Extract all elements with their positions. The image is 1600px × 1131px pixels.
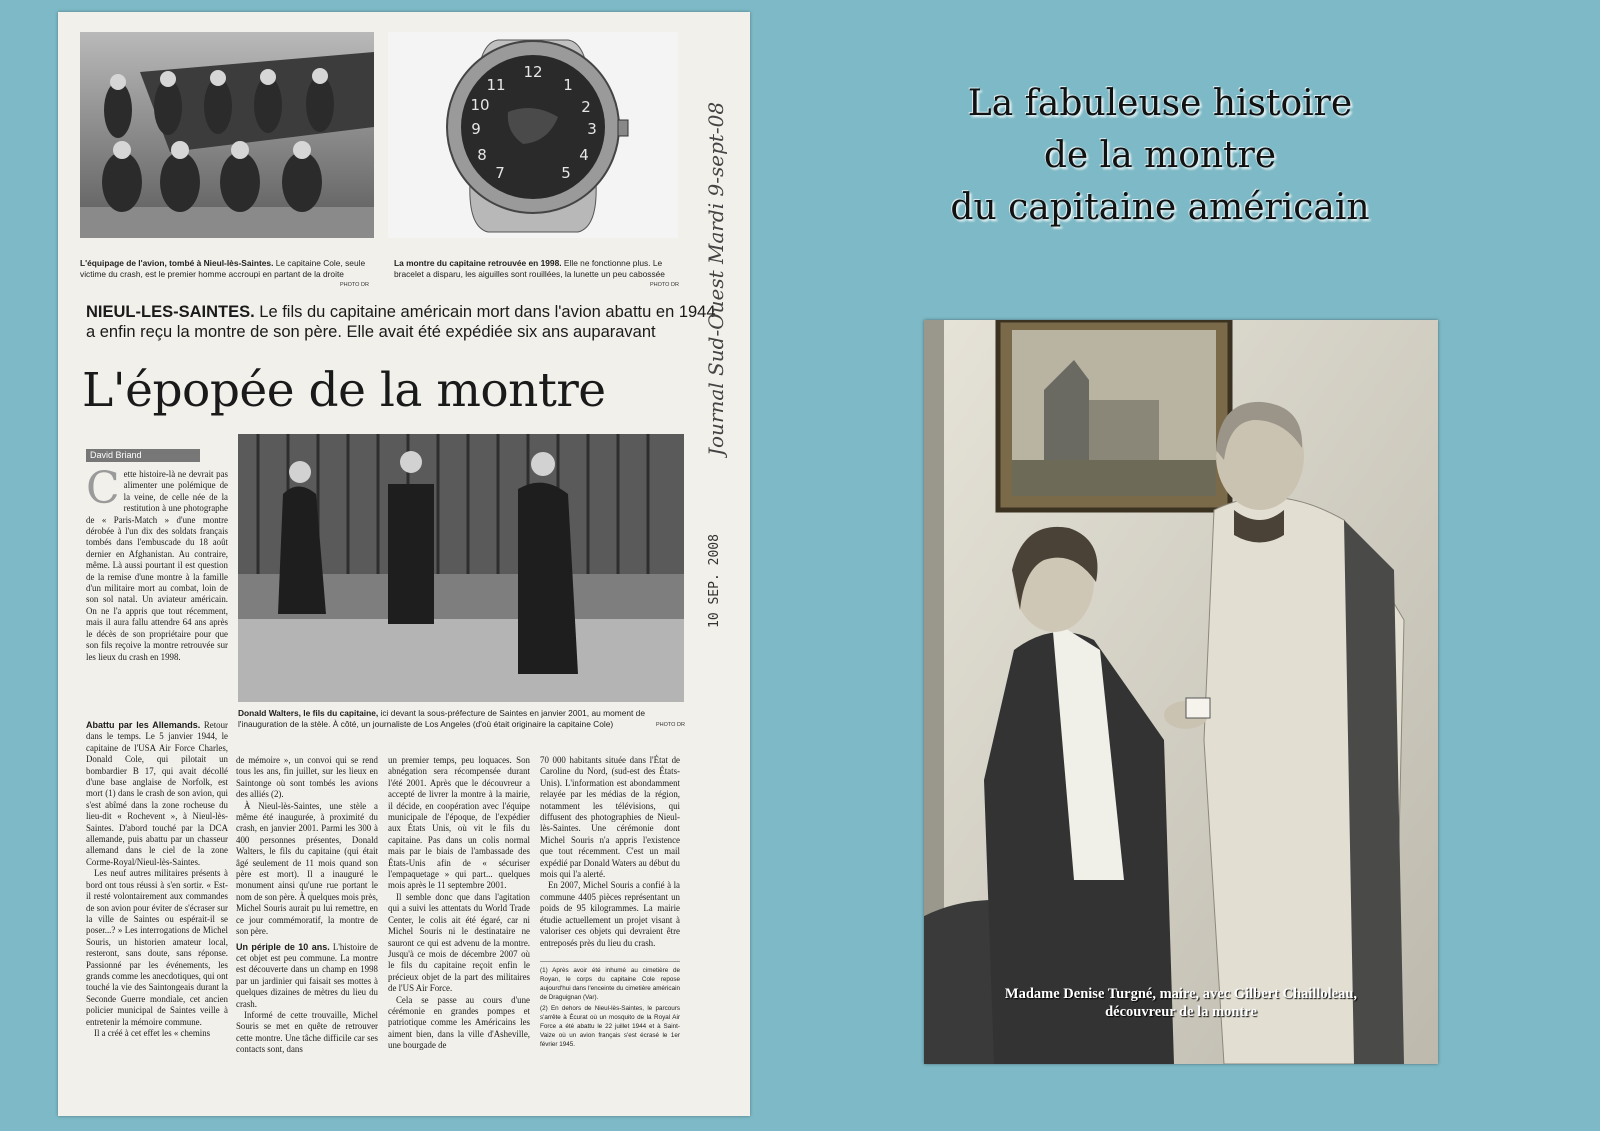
footnote-1: (1) Après avoir été inhumé au cimetière de Royan, le corps du capitaine Cole repose aujourd'hui dans l'enceinte du cimetière américain de Draguignan (Var). — [540, 966, 680, 1001]
svg-text:9: 9 — [471, 120, 481, 138]
subheading-abattu: Abattu par les Allemands. — [86, 720, 201, 730]
title-line-2: de la montre — [1043, 135, 1277, 176]
drop-cap: C — [86, 463, 120, 514]
ceremony-photo-image — [924, 320, 1438, 1064]
article-byline: David Briand — [86, 449, 200, 462]
paragraph: En 2007, Michel Souris a confié à la commune 4405 pièces représentant un poids de 95 kilogrammes. La mairie étudie actuellement un projet visant à valoriser ces objets qui devraient être entreposés près du lieu du crash. — [540, 880, 680, 948]
page-title — [880, 78, 1440, 234]
subheading-periple: Un périple de 10 ans. — [236, 941, 330, 952]
paragraph: Les neuf autres militaires présents à bord ont tous réussi à s'en sortir. « Est-il resté volontairement aux commandes de son avion pour éviter de s'écraser sur la ville de Saintes ou espérait-il se poser...? » Les interrogations de Michel Souris, un historien amateur local, resteront, sans doute, sans réponse. Passionné par les événements, les grands comme les anecdotiques, qui ont touché la vie des Saintongeais durant la Seconde Guerre mondiale, cet ancien policier municipal de Saintes veille à entretenir la mémoire commune. — [86, 868, 228, 1027]
article-column-2: de mémoire », un convoi qui se rend tous les ans, fin juillet, sur les lieux en Saintonge où sont tombés les avions des alliés (2). À Nieul-lès-Saintes, une stèle a même été inaugurée, à proximité du crash, en janvier 2001. Parmi les 300 à 400 personnes présentes, Donald Walters, le fils du capitaine (qui était âgé seulement de 11 mois quand son père est mort). Il a inauguré le monument ainsi qu'une rue portant le nom de son père. À quelques mois près, Michel Souris aurait pu lui remettre, en ce jour commémoratif, la montre de son père. Un périple de 10 ans. L'histoire de cet objet est peu commune. La montre est découverte dans un champ en 1998 par un jardinier qui faisait ses mottes à quelques dizaines de mètres du lieu du crash. Informé de cette trouvaille, Michel Souris se met en quête de retrouver cette montre. Une tâche difficile car ses contacts sont, dans — [236, 755, 378, 1055]
street-photo — [238, 434, 684, 702]
newspaper-clipping — [58, 12, 750, 1116]
footnotes — [540, 961, 680, 1049]
caption-line-1: Madame Denise Turgné, maire, avec Gilbert Chailloleau, — [1004, 986, 1358, 1002]
watch-photo-credit: PHOTO DR — [650, 282, 679, 288]
article-column-1-continued: Abattu par les Allemands. Retour dans le temps. Le 5 janvier 1944, le capitaine de l'USA Air Force Charles, Donald Cole, qui pilotait un bombardier B 17, qui avait décollé d'une base anglaise de Norfolk, est mort (1) dans le crash de son avion, qui s'est abîmé dans la zone rocheuse du lieu-dit « Rochevent », à Nieul-lès-Saintes. D'abord touché par la DCA allemande, puis abattu par un chasseur allemand dans le ciel de la zone Corme-Royal/Nieul-lès-Saintes. Les neuf autres militaires présents à bord ont tous réussi à s'en sortir. « Est-il resté volontairement aux commandes de son avion pour éviter de s'écraser sur la ville de Saintes ou espérait-il se poser...? » Les interrogations de Michel Souris, un historien amateur local, resteront, sans doute, sans réponse. Passionné par les événements, les grands comme les anecdotiques, qui ont touché la vie des Saintongeais durant la Seconde Guerre mondiale, cet ancien policier municipal de Saintes veille à entretenir la mémoire commune. Il a créé à cet effet les « chemins — [86, 720, 228, 1038]
paragraph: de mémoire », un convoi qui se rend tous les ans, fin juillet, sur les lieux en Saintonge où sont tombés les avions des alliés (2). — [236, 755, 378, 800]
svg-text:10: 10 — [470, 96, 490, 114]
article-column-4 — [540, 755, 680, 1051]
paragraph: un premier temps, peu loquaces. Son abnégation sera récompensée durant l'été 2001. Après que le découvreur a accepté de livrer la montre à la mairie, il décide, en coopération avec l'équipe municipale de l'époque, de l'expédier aux États Unis, où vit le fils du capitaine. Pas dans un colis normal mais par le biais de l'ambassade des États-Unis afin de « sécuriser l'empaquetage » qui part... quelques mois après le 11 septembre 2001. — [388, 755, 530, 891]
svg-text:5: 5 — [561, 164, 571, 182]
crew-photo-credit: PHOTO DR — [340, 282, 369, 288]
handwritten-note — [691, 28, 743, 458]
date-stamp — [703, 520, 725, 630]
paragraph: Informé de cette trouvaille, Michel Souris se met en quête de retrouver cette montre. Une tâche difficile car ses contacts sont, dans — [236, 1009, 378, 1055]
paragraph: Il semble donc que dans l'agitation qui a suivi les attentats du World Trade Center, le colis ait été égaré, car ni Michel Souris ni le destinataire ne sauront ce qui est advenu de la montre. Jusqu'à ce mois de décembre 2007 où le fils du capitaine reçoit enfin le précieux objet de la part des militaires de l'US Air Force. — [388, 891, 530, 994]
svg-text:4: 4 — [579, 146, 589, 164]
street-photo-credit: PHOTO DR — [656, 722, 685, 728]
paragraph: À Nieul-lès-Saintes, une stèle a même été inaugurée, à proximité du crash, en janvier 2001. Parmi les 300 à 400 personnes présentes, Donald Walters, le fils du capitaine (qui était âgé seulement de 11 mois quand son père est mort). Il a inauguré le monument ainsi qu'une rue portant le nom de son père. À quelques mois près, Michel Souris aurait pu lui remettre, en ce jour commémoratif, la montre de son père. — [236, 800, 378, 937]
paragraph: 70 000 habitants située dans l'État de Caroline du Nord, (sud-est des États-Unis). L'information est abondamment relayée par les médias de la région, notamment les télévisions, qui diffusent des photographies de Nieul-lès-Saintes. Une cérémonie dont Michel Souris n'a appris l'existence que tout récemment. C'est un mail expédié par Donald Waters au début du mois qui l'a alerté. — [540, 755, 680, 880]
crew-photo — [80, 32, 374, 238]
street-photo-image — [238, 434, 684, 702]
crew-photo-image — [80, 32, 374, 238]
crew-photo-caption: L'équipage de l'avion, tombé à Nieul-lès-Saintes. Le capitaine Cole, seule victime du crash, est le premier homme accroupi en partant de la droite — [80, 258, 366, 279]
street-photo-caption: Donald Walters, le fils du capitaine, ici devant la sous-préfecture de Saintes en janvier 2001, au moment de l'inauguration de la stèle. À côté, un journaliste de Los Angeles (d'où était originaire la capitaine Cole) — [238, 708, 645, 729]
svg-text:11: 11 — [486, 76, 506, 94]
ceremony-photo — [924, 320, 1438, 1064]
ceremony-photo-caption — [924, 985, 1438, 1021]
title-line-3: du capitaine américain — [950, 187, 1370, 228]
article-column-3 — [388, 755, 530, 1052]
article-kicker: NIEUL-LES-SAINTES. Le fils du capitaine américain mort dans l'avion abattu en 1944 a enfin reçu la montre de son père. Elle avait été expédiée six ans auparavant — [86, 303, 716, 341]
watch-photo-caption: La montre du capitaine retrouvée en 1998. Elle ne fonctionne plus. Le bracelet a disparu, les aiguilles sont rouillées, la lunette un peu cabossée — [394, 258, 665, 279]
paragraph: Il a créé à cet effet les « chemins — [94, 1027, 211, 1038]
svg-text:7: 7 — [495, 164, 505, 182]
watch-image — [388, 32, 678, 238]
svg-text:2: 2 — [581, 98, 591, 116]
title-line-1: La fabuleuse histoire — [967, 83, 1353, 124]
handwritten-note-text: Journal Sud-Ouest Mardi 9-sept-08 — [704, 101, 728, 456]
intro-paragraph: ette histoire-là ne devrait pas alimenter une polémique de la veine, de celle née de la restitution à une photographe de « Paris-Match » d'une montre dérobée à l'un dix des soldats français tombés dans l'embuscade du 18 août dernier en Afghanistan. Au contraire, même. Là aussi pourtant il est question de la remise d'une montre à la famille d'un militaire mort au combat, loin de son sol natal. Un aviateur américain. On ne l'a appris que tout récemment, mais il aura fallu attendre 64 ans après le décès de son propriétaire pour que son fils reçoive la montre retrouvée sur les lieux du crash en 1998. — [86, 469, 228, 662]
article-headline: L'épopée de la montre — [82, 363, 606, 418]
svg-text:1: 1 — [563, 76, 573, 94]
watch-photo — [388, 32, 678, 238]
caption-line-2: découvreur de la montre — [1105, 1004, 1257, 1020]
footnote-2: (2) En dehors de Nieul-lès-Saintes, le parcours s'arrête à Écurat où un mosquito de la Royal Air Force a été abattu le 22 juillet 1944 et à Saint-Vaize où un avion français s'est écrasé le 1er février 1945. — [540, 1004, 680, 1048]
paragraph: Cela se passe au cours d'une cérémonie en grandes pompes et patriotique comme les Américains les aiment bien, dans la ville d'Asheville, une bourgade de — [388, 994, 530, 1051]
svg-text:8: 8 — [477, 146, 487, 164]
svg-text:12: 12 — [523, 63, 543, 81]
article-column-1 — [86, 463, 228, 663]
svg-text:3: 3 — [587, 120, 597, 138]
date-stamp-text: 10 SEP. 2008 — [707, 534, 722, 628]
